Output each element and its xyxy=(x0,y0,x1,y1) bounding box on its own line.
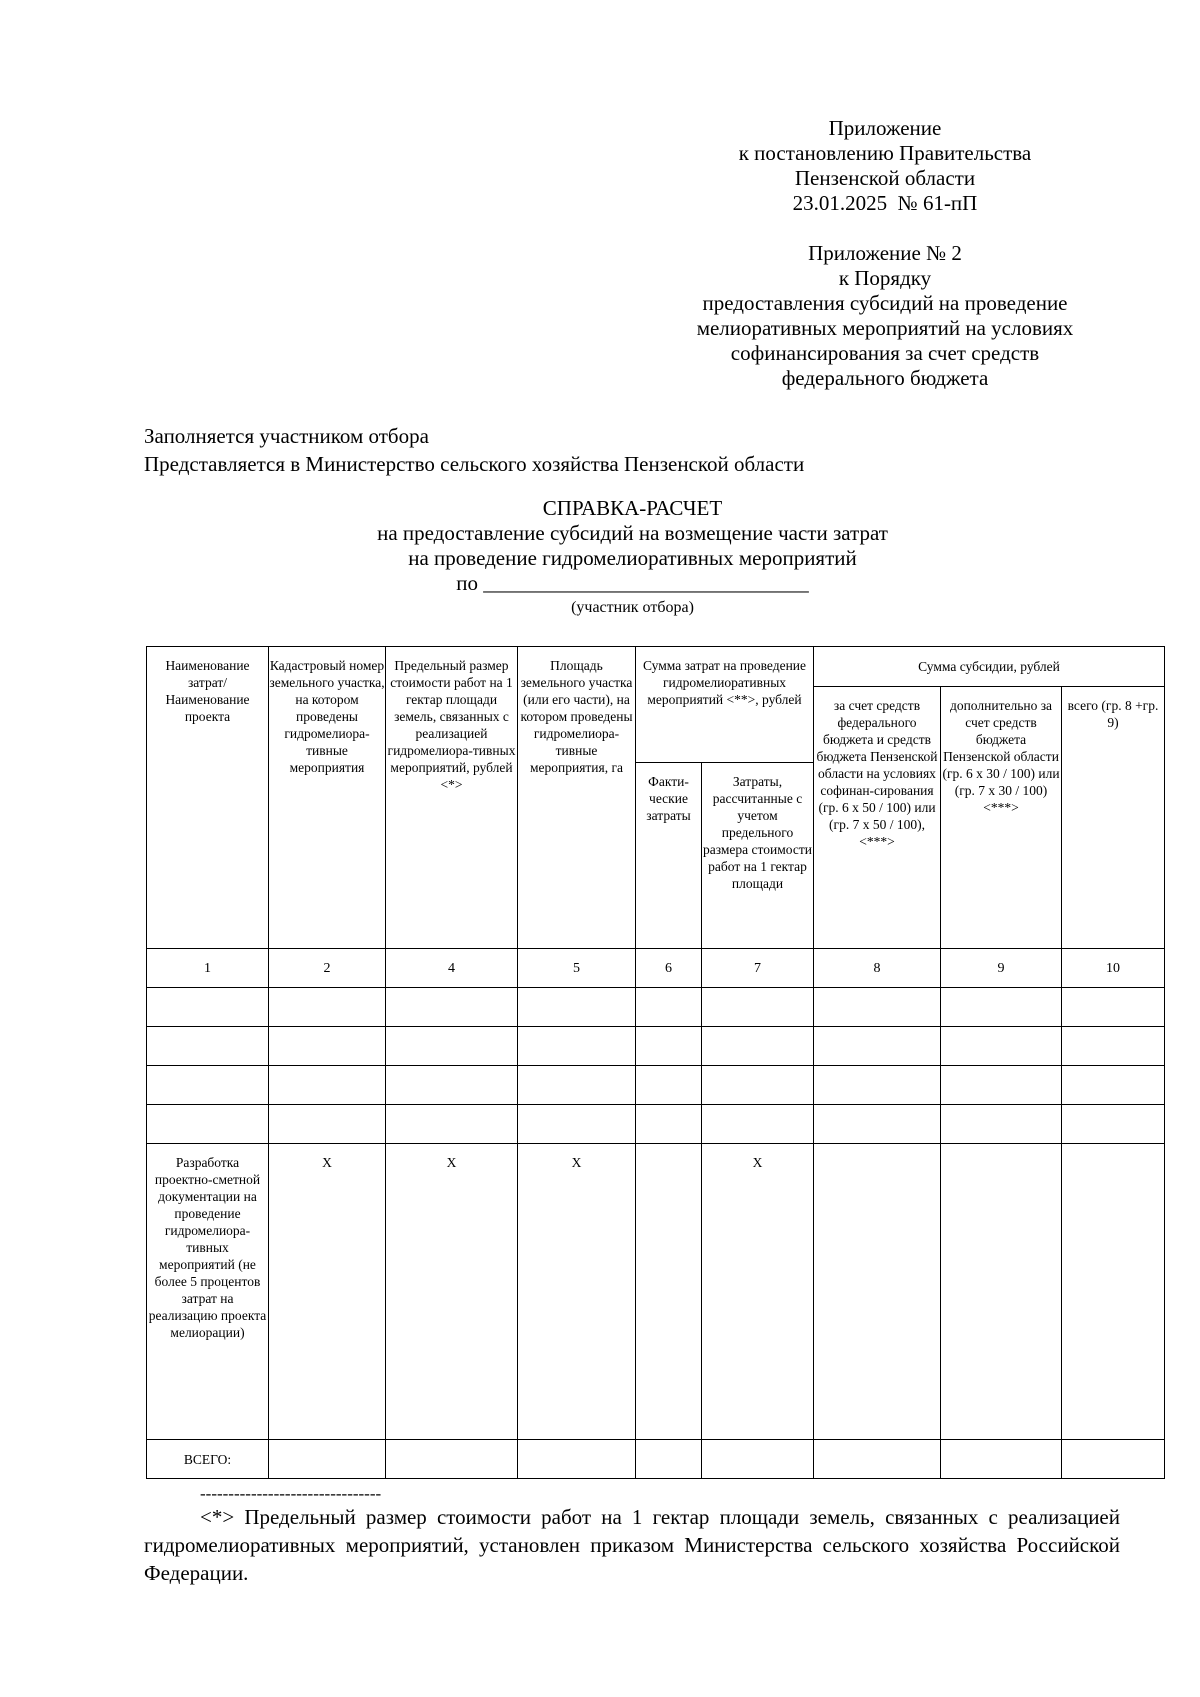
table-cell[interactable] xyxy=(386,1066,518,1105)
design-documentation-label: Разработка проектно-сметной документации на проведение гидромелиора-тивных мероприятий (не более 5 процентов затрат на реализацию проекта мелиорации) xyxy=(147,1144,269,1440)
table-row xyxy=(147,1105,1165,1144)
column-number: 8 xyxy=(814,949,941,988)
table-row xyxy=(147,1027,1165,1066)
header-line: мелиоративных мероприятий на условиях xyxy=(696,316,1074,340)
table-cell[interactable] xyxy=(269,1440,386,1479)
table-cell[interactable] xyxy=(147,1105,269,1144)
document-title xyxy=(0,496,1200,618)
table-cell[interactable] xyxy=(1062,1144,1165,1440)
table-row xyxy=(147,1066,1165,1105)
appendix-header xyxy=(640,116,1130,391)
table-row xyxy=(147,988,1165,1027)
header-col2: Кадастровый номер земельного участка, на котором проведены гидромелиора-тивные мероприятия xyxy=(269,647,386,949)
table-cell[interactable] xyxy=(518,988,636,1027)
fill-notes xyxy=(144,422,804,478)
table-cell[interactable] xyxy=(518,1066,636,1105)
table-cell[interactable] xyxy=(636,1066,702,1105)
column-number: 9 xyxy=(941,949,1062,988)
header-col4: Предельный размер стоимости работ на 1 гектар площади земель, связанных с реализацией гидромелиора-тивных мероприятий, рублей <*> xyxy=(386,647,518,949)
header-line: Приложение № 2 xyxy=(808,241,962,265)
table-cell[interactable] xyxy=(814,1144,941,1440)
header-line: 23.01.2025 № 61-пП xyxy=(792,191,978,215)
table-cell[interactable] xyxy=(702,1440,814,1479)
table-cell[interactable] xyxy=(814,988,941,1027)
table-cell[interactable] xyxy=(147,1066,269,1105)
participant-caption: (участник отбора) xyxy=(571,599,694,616)
table-cell[interactable] xyxy=(386,1027,518,1066)
header-line: к Порядку xyxy=(838,266,932,290)
submitted-to-note: Представляется в Министерство сельского хозяйства Пензенской области xyxy=(144,452,805,476)
table-cell[interactable] xyxy=(1062,988,1165,1027)
footnote xyxy=(144,1503,1120,1587)
header-col9: дополнительно за счет средств бюджета Пензенской области (гр. 6 x 30 / 100) или (гр. 7 x 30 / 100) <***> xyxy=(941,687,1062,949)
table-cell[interactable] xyxy=(814,1105,941,1144)
table-cell[interactable] xyxy=(147,1027,269,1066)
table-cell[interactable] xyxy=(636,1440,702,1479)
column-numbers-row xyxy=(147,949,1165,988)
header-line: Приложение xyxy=(828,116,942,140)
table-cell[interactable] xyxy=(941,1027,1062,1066)
column-number: 4 xyxy=(386,949,518,988)
header-line: к постановлению Правительства xyxy=(738,141,1032,165)
table-cell[interactable] xyxy=(636,988,702,1027)
table-cell[interactable] xyxy=(518,1105,636,1144)
participant-line: по _______________________________ xyxy=(456,571,809,595)
table-cell[interactable] xyxy=(814,1027,941,1066)
table-cell[interactable] xyxy=(702,1027,814,1066)
footnote-text: <*> Предельный размер стоимости работ на 1 гектар площади земель, связанных с реализацией гидромелиоративных мероприятий, установлен приказом Министерства сельского хозяйства Российской Федерации. xyxy=(144,1505,1120,1585)
column-number: 6 xyxy=(636,949,702,988)
table-cell[interactable] xyxy=(941,1440,1062,1479)
table-cell[interactable] xyxy=(1062,1066,1165,1105)
table-cell[interactable] xyxy=(702,1066,814,1105)
title-line: на проведение гидромелиоративных мероприятий xyxy=(408,546,857,570)
calculation-table xyxy=(146,646,1165,1479)
design-documentation-row xyxy=(147,1144,1165,1440)
header-col10: всего (гр. 8 +гр. 9) xyxy=(1062,687,1165,949)
table-cell[interactable] xyxy=(269,988,386,1027)
not-applicable-mark: X xyxy=(518,1144,636,1440)
table-cell[interactable] xyxy=(1062,1027,1165,1066)
table-cell[interactable] xyxy=(518,1027,636,1066)
header-line: предоставления субсидий на проведение xyxy=(702,291,1068,315)
header-col1: Наименование затрат/ Наименование проекта xyxy=(147,647,269,949)
header-line: Пензенской области xyxy=(794,166,976,190)
not-applicable-mark: X xyxy=(386,1144,518,1440)
table-cell[interactable] xyxy=(814,1066,941,1105)
header-col7: Затраты, рассчитанные с учетом предельного размера стоимости работ на 1 гектар площади xyxy=(702,763,814,949)
column-number: 2 xyxy=(269,949,386,988)
header-col5: Площадь земельного участка (или его части), на котором проведены гидромелиора-тивные мероприятия, га xyxy=(518,647,636,949)
table-cell[interactable] xyxy=(702,988,814,1027)
table-cell[interactable] xyxy=(636,1144,702,1440)
not-applicable-mark: X xyxy=(269,1144,386,1440)
table-cell[interactable] xyxy=(386,1440,518,1479)
table-cell[interactable] xyxy=(636,1027,702,1066)
column-number: 1 xyxy=(147,949,269,988)
column-number: 10 xyxy=(1062,949,1165,988)
header-costs-group: Сумма затрат на проведение гидромелиоративных мероприятий <**>, рублей xyxy=(636,647,814,763)
table-cell[interactable] xyxy=(386,1105,518,1144)
table-cell[interactable] xyxy=(941,1105,1062,1144)
title-main: СПРАВКА-РАСЧЕТ xyxy=(542,496,723,520)
table-cell[interactable] xyxy=(702,1105,814,1144)
table-cell[interactable] xyxy=(386,988,518,1027)
column-number: 7 xyxy=(702,949,814,988)
table-cell[interactable] xyxy=(518,1440,636,1479)
table-cell[interactable] xyxy=(1062,1440,1165,1479)
table-cell[interactable] xyxy=(814,1440,941,1479)
not-applicable-mark: X xyxy=(702,1144,814,1440)
header-line: софинансирования за счет средств xyxy=(730,341,1040,365)
header-subsidy-group: Сумма субсидии, рублей xyxy=(814,647,1165,687)
header-col6: Факти-ческие затраты xyxy=(636,763,702,949)
table-cell[interactable] xyxy=(941,1144,1062,1440)
table-cell[interactable] xyxy=(147,988,269,1027)
column-number: 5 xyxy=(518,949,636,988)
table-cell[interactable] xyxy=(269,1027,386,1066)
filled-by-note: Заполняется участником отбора xyxy=(144,424,429,448)
total-label: ВСЕГО: xyxy=(147,1440,269,1479)
header-col8: за счет средств федерального бюджета и средств бюджета Пензенской области на условиях софинан-сирования (гр. 6 x 50 / 100) или (гр. 7 x 50 / 100), <***> xyxy=(814,687,941,949)
table-cell[interactable] xyxy=(1062,1105,1165,1144)
table-cell[interactable] xyxy=(941,1066,1062,1105)
header-line: федерального бюджета xyxy=(781,366,989,390)
table-cell[interactable] xyxy=(941,988,1062,1027)
table-cell[interactable] xyxy=(636,1105,702,1144)
table-cell[interactable] xyxy=(269,1105,386,1144)
footnote-separator: -------------------------------- xyxy=(200,1484,382,1503)
total-row xyxy=(147,1440,1165,1479)
title-line: на предоставление субсидий на возмещение части затрат xyxy=(377,521,888,545)
table-cell[interactable] xyxy=(269,1066,386,1105)
